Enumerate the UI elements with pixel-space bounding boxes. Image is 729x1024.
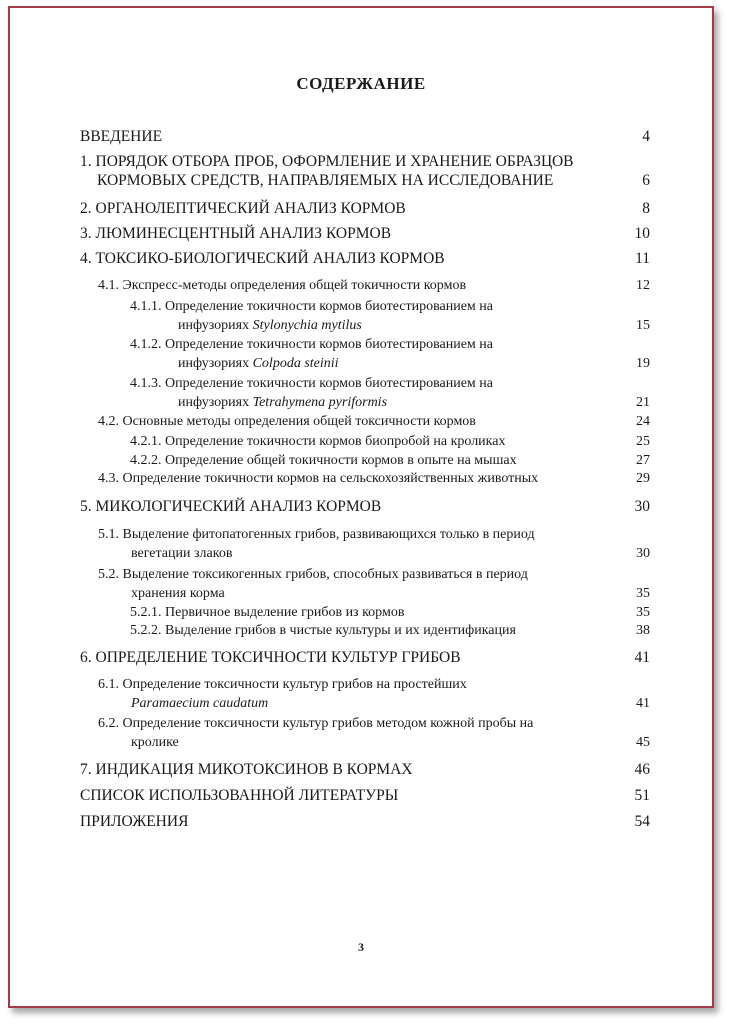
toc-entry-section-4-1 xyxy=(98,276,650,296)
toc-entry-title: 4.1.3. Определение токичности кормов биотестированием на xyxy=(130,376,493,391)
species-name: Colpoda steinii xyxy=(252,356,339,371)
toc-entry-title: 4.2.1. Определение токичности кормов биопробой на кроликах xyxy=(130,434,506,449)
toc-entry-title: 4.2.2. Определение общей токичности кормов в опыте на мышах xyxy=(130,453,517,468)
toc-entry-page: 41 xyxy=(634,649,650,666)
toc-entry-title: 2. ОРГАНОЛЕПТИЧЕСКИЙ АНАЛИЗ КОРМОВ xyxy=(80,200,406,217)
toc-entry-page: 35 xyxy=(636,586,650,601)
toc-entry-title-cont: кролике xyxy=(131,735,179,750)
toc-entry-intro xyxy=(80,127,650,147)
toc-entry-section-5-2-1 xyxy=(130,603,650,623)
toc-entry-title-cont: инфузориях Stylonychia mytilus xyxy=(178,318,362,333)
toc-entry-title: 5.2. Выделение токсикогенных грибов, способных развиваться в период xyxy=(98,567,528,582)
toc-entry-title: СПИСОК ИСПОЛЬЗОВАННОЙ ЛИТЕРАТУРЫ xyxy=(80,787,399,804)
toc-entry-section-5-2 xyxy=(98,565,650,605)
toc-entry-page: 25 xyxy=(636,434,650,449)
toc-entry-page: 35 xyxy=(636,605,650,620)
toc-entry-section-2 xyxy=(80,199,650,219)
toc-entry-title: 4.3. Определение токичности кормов на сельскохозяйственных животных xyxy=(98,471,539,486)
toc-entry-section-4-3 xyxy=(98,469,650,489)
toc-entry-page: 30 xyxy=(636,546,650,561)
toc-entry-section-5-1 xyxy=(98,525,650,565)
page-number: 3 xyxy=(358,940,364,954)
toc-entry-page: 41 xyxy=(636,696,650,711)
toc-entry-section-6-1 xyxy=(98,675,650,715)
toc-entry-title: 3. ЛЮМИНЕСЦЕНТНЫЙ АНАЛИЗ КОРМОВ xyxy=(80,225,392,242)
toc-entry-section-6 xyxy=(80,648,650,668)
toc-entry-title: 6. ОПРЕДЕЛЕНИЕ ТОКСИЧНОСТИ КУЛЬТУР ГРИБОВ xyxy=(80,649,461,666)
toc-entry-page: 8 xyxy=(642,200,650,217)
toc-entry-section-6-2 xyxy=(98,714,650,754)
toc-entry-section-7 xyxy=(80,760,650,780)
toc-entry-appendix xyxy=(80,812,650,832)
toc-entry-page: 45 xyxy=(636,735,650,750)
toc-entry-section-5-2-2 xyxy=(130,621,650,641)
toc-entry-title-cont: КОРМОВЫХ СРЕДСТВ, НАПРАВЛЯЕМЫХ НА ИССЛЕДОВАНИЕ xyxy=(97,172,554,189)
toc-entry-section-4 xyxy=(80,249,650,269)
toc-entry-title: 1. ПОРЯДОК ОТБОРА ПРОБ, ОФОРМЛЕНИЕ И ХРАНЕНИЕ ОБРАЗЦОВ xyxy=(80,153,574,170)
toc-entry-section-3 xyxy=(80,224,650,244)
toc-entry-title: 5.2.2. Выделение грибов в чистые культуры и их идентификация xyxy=(130,623,516,638)
toc-entry-page: 19 xyxy=(636,356,650,371)
toc-entry-section-1 xyxy=(80,152,650,192)
toc-entry-section-4-1-3 xyxy=(130,374,650,414)
toc-entry-title: 7. ИНДИКАЦИЯ МИКОТОКСИНОВ В КОРМАХ xyxy=(80,761,413,778)
toc-entry-page: 11 xyxy=(635,250,650,267)
toc-entry-title: 4. ТОКСИКО-БИОЛОГИЧЕСКИЙ АНАЛИЗ КОРМОВ xyxy=(80,250,445,267)
toc-entry-page: 21 xyxy=(636,395,650,410)
toc-entry-section-4-2-1 xyxy=(130,432,650,452)
toc-entry-page: 30 xyxy=(634,498,650,515)
toc-entry-section-4-1-2 xyxy=(130,335,650,375)
toc-entry-title: 6.1. Определение токсичности культур грибов на простейших xyxy=(98,677,467,692)
toc-entry-title: 4.2. Основные методы определения общей токсичности кормов xyxy=(98,414,476,429)
page-title: СОДЕРЖАНИЕ xyxy=(296,74,426,93)
toc-entry-page: 4 xyxy=(642,128,650,145)
toc-entry-page: 15 xyxy=(636,318,650,333)
toc-entry-page: 51 xyxy=(634,787,650,804)
document-page xyxy=(8,6,714,1008)
toc-entry-page: 27 xyxy=(636,453,650,468)
toc-entry-section-5 xyxy=(80,497,650,517)
toc-entry-title-cont: инфузориях Colpoda steinii xyxy=(178,356,339,371)
toc-entry-page: 10 xyxy=(634,225,650,242)
toc-entry-page: 6 xyxy=(642,172,650,189)
toc-entry-page: 29 xyxy=(636,471,650,486)
toc-entry-section-4-1-1 xyxy=(130,297,650,337)
toc-entry-title-cont: хранения корма xyxy=(131,586,225,601)
toc-entry-title: 4.1.1. Определение токичности кормов биотестированием на xyxy=(130,299,493,314)
toc-entry-title: 5.1. Выделение фитопатогенных грибов, развивающихся только в период xyxy=(98,527,535,542)
toc-entry-page: 12 xyxy=(636,278,650,293)
toc-entry-title: 6.2. Определение токсичности культур грибов методом кожной пробы на xyxy=(98,716,534,731)
toc-entry-section-4-2 xyxy=(98,412,650,432)
toc-entry-references xyxy=(80,786,650,806)
toc-entry-title: 4.1. Экспресс-методы определения общей токичности кормов xyxy=(98,278,467,293)
toc-entry-page: 38 xyxy=(636,623,650,638)
species-name: Stylonychia mytilus xyxy=(252,318,362,333)
toc-entry-page: 54 xyxy=(634,813,650,830)
toc-entry-title-cont: инфузориях Tetrahymena pyriformis xyxy=(178,395,388,410)
toc-entry-page: 24 xyxy=(636,414,650,429)
species-name: Paramaecium caudatum xyxy=(131,696,269,711)
toc-entry-title: 5. МИКОЛОГИЧЕСКИЙ АНАЛИЗ КОРМОВ xyxy=(80,498,382,515)
toc-entry-title: ВВЕДЕНИЕ xyxy=(80,128,163,145)
species-name: Tetrahymena pyriformis xyxy=(252,395,388,410)
toc-entry-section-4-2-2 xyxy=(130,451,650,471)
toc-entry-title: 5.2.1. Первичное выделение грибов из кормов xyxy=(130,605,405,620)
toc-entry-title: 4.1.2. Определение токичности кормов биотестированием на xyxy=(130,337,493,352)
toc-entry-title: ПРИЛОЖЕНИЯ xyxy=(80,813,189,830)
toc-entry-title-cont: вегетации злаков xyxy=(131,546,233,561)
toc-entry-page: 46 xyxy=(634,761,650,778)
